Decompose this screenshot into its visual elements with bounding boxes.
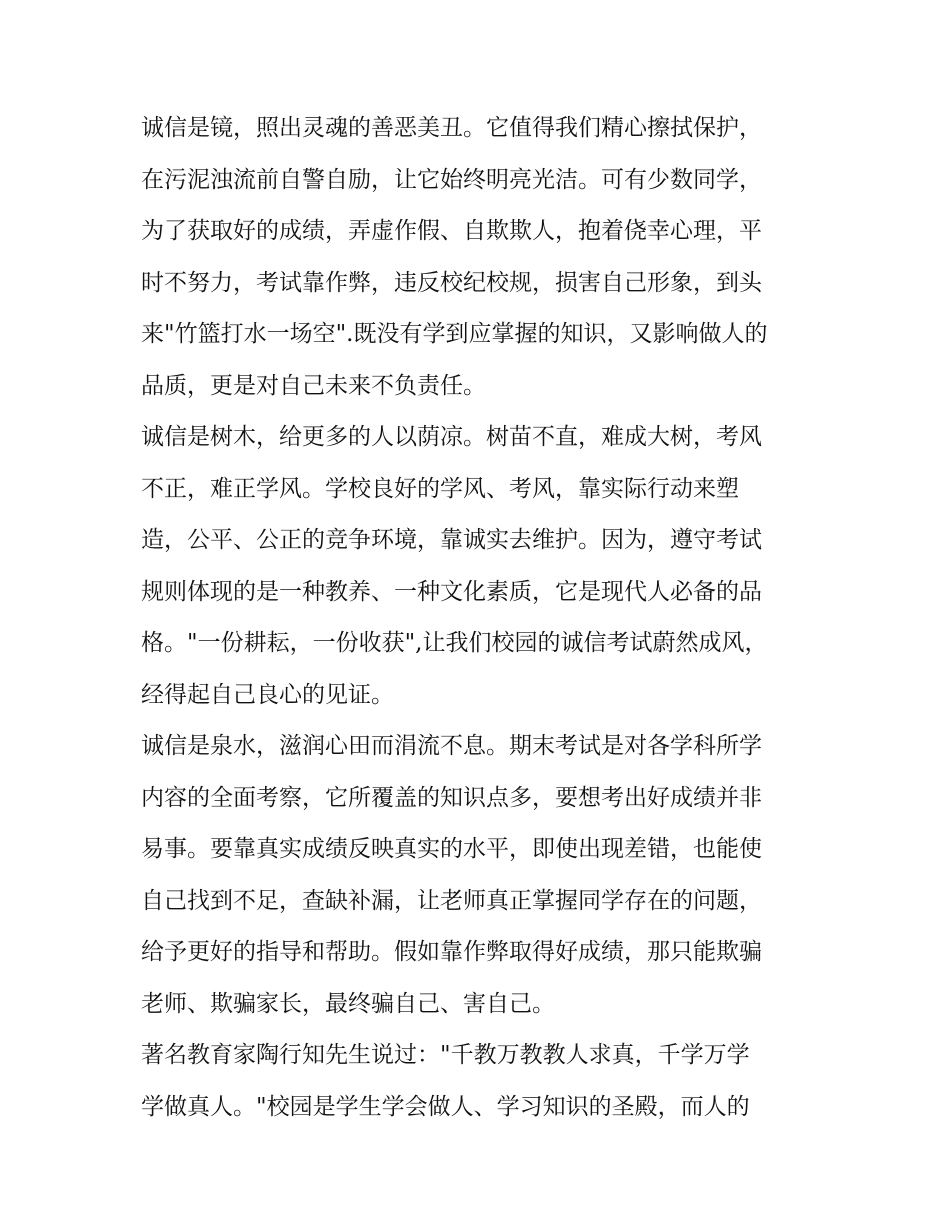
text-line: 时不努力，考试靠作弊，违反校纪校规，损害自己形象，到头	[141, 269, 762, 296]
text-line: 在污泥浊流前自警自励，让它始终明亮光洁。可有少数同学，	[141, 166, 762, 193]
text-line: 学做真人。"校园是学生学会做人、学习知识的圣殿，而人的	[141, 1093, 750, 1120]
text-line: 格。"一份耕耘，一份收获",让我们校园的诚信考试蔚然成风，	[141, 630, 768, 656]
paragraph-mirror	[141, 103, 821, 412]
text-line: 易事。要靠真实成绩反映真实的水平，即使出现差错，也能使	[141, 836, 762, 862]
text-line: 诚信是镜，照出灵魂的善恶美丑。它值得我们精心擦拭保护，	[141, 115, 762, 141]
text-line: 诚信是树木，给更多的人以荫凉。树苗不直，难成大树，考风	[141, 424, 762, 450]
paragraph-tree	[141, 412, 821, 721]
text-line: 品质，更是对自己未来不负责任。	[141, 372, 486, 399]
text-line: 经得起自己良心的见证。	[141, 681, 394, 708]
paragraph-quote	[141, 1030, 821, 1133]
text-line: 老师、欺骗家长，最终骗自己、害自己。	[141, 990, 555, 1017]
text-line: 著名教育家陶行知先生说过："千教万教教人求真，千学万学	[141, 1042, 750, 1068]
text-line: 造，公平、公正的竞争环境，靠诚实去维护。因为，遵守考试	[141, 527, 762, 553]
text-line: 不正，难正学风。学校良好的学风、考风，靠实际行动来塑	[141, 475, 739, 502]
text-line: 自己找到不足，查缺补漏，让老师真正掌握同学存在的问题，	[141, 887, 762, 914]
text-line: 给予更好的指导和帮助。假如靠作弊取得好成绩，那只能欺骗	[141, 939, 762, 965]
paragraph-spring	[141, 721, 821, 1030]
text-line: 诚信是泉水，滋润心田而涓流不息。期末考试是对各学科所学	[141, 733, 762, 759]
document-body	[141, 103, 821, 1133]
text-line: 来"竹篮打水一场空".既没有学到应掌握的知识，又影响做人的	[141, 321, 768, 347]
text-line: 内容的全面考察，它所覆盖的知识点多，要想考出好成绩并非	[141, 784, 762, 811]
text-line: 为了获取好的成绩，弄虚作假、自欺欺人，抱着侥幸心理，平	[141, 218, 762, 244]
text-line: 规则体现的是一种教养、一种文化素质，它是现代人必备的品	[141, 578, 762, 605]
